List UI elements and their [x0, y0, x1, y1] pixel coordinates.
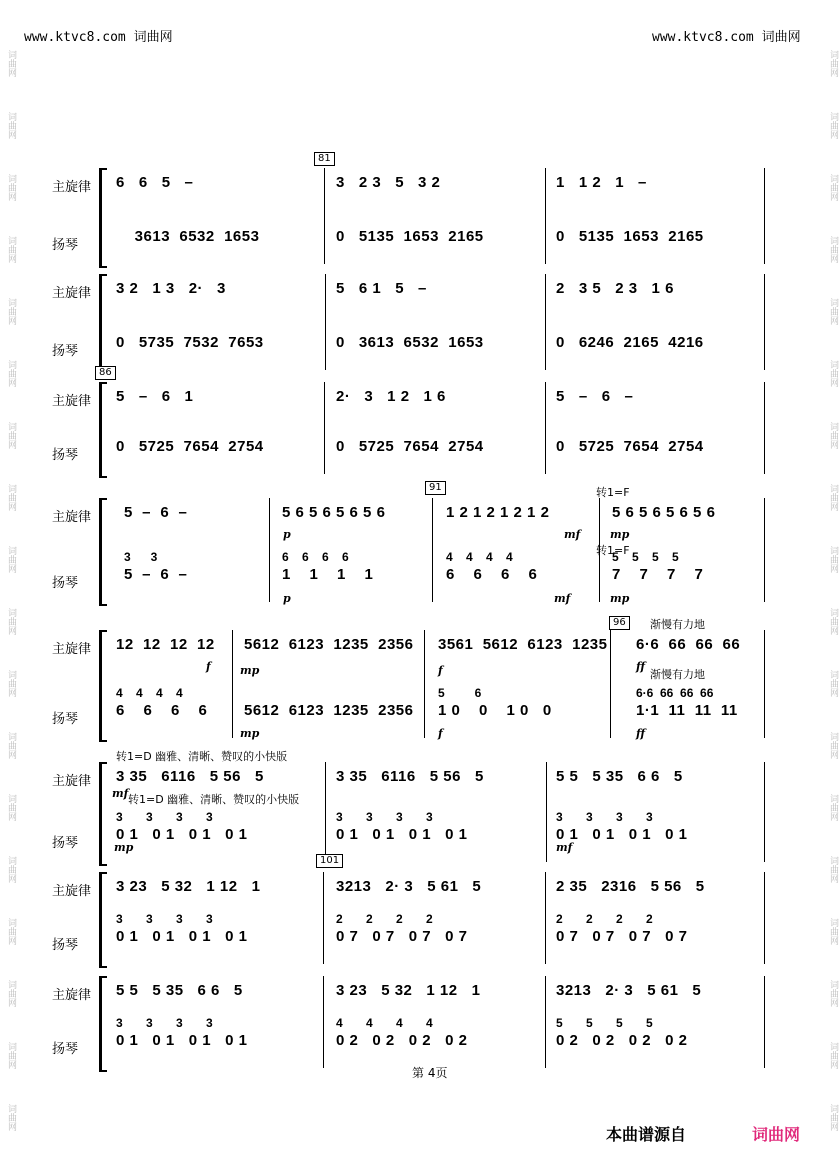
barline: [545, 976, 546, 1068]
barline: [545, 872, 546, 964]
melody-notes: 1 1 2 1 –: [556, 174, 647, 191]
yangqin-chord-notes: 3 3 3 3: [336, 810, 433, 824]
source-label: 本曲谱源自: [606, 1125, 687, 1144]
melody-notes: 5612 6123 1235 2356: [244, 636, 414, 653]
site-url-right[interactable]: www.ktvc8.com: [652, 30, 754, 45]
melody-notes: 5 6 1 5 –: [336, 280, 427, 297]
tempo-marking-melody: 渐慢有力地: [650, 618, 705, 631]
measure-number-96: 96: [609, 616, 630, 630]
barline: [324, 382, 325, 474]
melody-notes: 5 5 5 35 6 6 5: [556, 768, 683, 785]
barline: [324, 168, 325, 264]
system-brace: [99, 762, 107, 866]
barline: [545, 274, 546, 370]
watermark-text: 词曲网: [828, 794, 838, 821]
system-brace: [99, 274, 107, 374]
melody-notes: 6·6 66 66 66: [636, 636, 741, 653]
barline: [545, 382, 546, 474]
yangqin-chord-notes: 5 5 5 5: [612, 550, 679, 564]
yangqin-chord-notes: 4 4 4 4: [336, 1016, 433, 1030]
yangqin-chord-notes: 4 4 4 4: [116, 686, 183, 700]
barline: [323, 976, 324, 1068]
watermark-text: 词曲网: [6, 732, 16, 759]
dynamic-ff-melody: ff: [636, 660, 646, 673]
dynamic-mf-melody-2: mf: [112, 787, 129, 800]
watermark-text: 词曲网: [828, 856, 838, 883]
dynamic-ff-yangqin: ff: [636, 727, 646, 740]
melody-notes: 5 – 6 –: [124, 504, 188, 521]
melody-notes: 2 35 2316 5 56 5: [556, 878, 705, 895]
yangqin-chord-notes: 5 5 5 5: [556, 1016, 653, 1030]
yangqin-notes: 0 5725 7654 2754: [116, 438, 264, 455]
part-label-yangqin: 扬琴: [52, 238, 79, 253]
dynamic-mp-melody: mp: [610, 528, 630, 541]
yangqin-notes: 5 – 6 –: [124, 566, 188, 583]
part-label-melody: 主旋律: [52, 884, 92, 899]
barline: [764, 762, 765, 862]
part-label-melody: 主旋律: [52, 180, 92, 195]
dynamic-p-melody: p: [283, 528, 291, 541]
brand-logo-text[interactable]: 词曲网: [752, 1125, 801, 1144]
watermark-text: 词曲网: [828, 732, 838, 759]
yangqin-chord-notes: 3 3 3 3: [116, 1016, 213, 1030]
melody-notes: 1 2 1 2 1 2 1 2: [446, 504, 550, 521]
watermark-text: 词曲网: [6, 174, 16, 201]
page-number: 第 4页: [412, 1066, 448, 1080]
yangqin-chord-notes: 3 3: [124, 550, 158, 564]
watermark-text: 词曲网: [6, 546, 16, 573]
system-brace: [99, 168, 107, 268]
yangqin-notes: 1 0 0 1 0 0: [438, 702, 552, 719]
system-brace: [99, 630, 107, 742]
barline: [546, 762, 547, 862]
watermark-text: 词曲网: [6, 856, 16, 883]
watermark-text: 词曲网: [6, 670, 16, 697]
system-brace: [99, 498, 107, 606]
melody-notes: 2 3 5 2 3 1 6: [556, 280, 674, 297]
melody-notes: 3 23 5 32 1 12 1: [116, 878, 261, 895]
measure-number-81: 81: [314, 152, 335, 166]
tempo-marking-yangqin: 渐慢有力地: [650, 668, 705, 681]
yangqin-chord-notes: 3 3 3 3: [116, 912, 213, 926]
watermark-text: 词曲网: [828, 546, 838, 573]
header-right: [652, 26, 801, 45]
melody-notes: 12 12 12 12: [116, 636, 215, 653]
part-label-yangqin: 扬琴: [52, 448, 79, 463]
melody-notes: 6 6 5 –: [116, 174, 194, 191]
site-name-right: 词曲网: [761, 30, 801, 45]
watermark-text: 词曲网: [6, 608, 16, 635]
watermark-text: 词曲网: [6, 112, 16, 139]
dynamic-mp-yangqin-3: mp: [114, 841, 134, 854]
watermark-text: 词曲网: [828, 174, 838, 201]
melody-notes: 3 35 6116 5 56 5: [116, 768, 264, 785]
barline: [432, 498, 433, 602]
barline: [232, 630, 233, 738]
barline: [325, 274, 326, 370]
barline: [764, 630, 765, 738]
watermark-text: 词曲网: [828, 422, 838, 449]
barline: [764, 168, 765, 264]
watermark-text: 词曲网: [828, 236, 838, 263]
site-url-left[interactable]: www.ktvc8.com: [24, 30, 126, 45]
part-label-yangqin: 扬琴: [52, 938, 79, 953]
watermark-text: 词曲网: [828, 484, 838, 511]
yangqin-notes: 0 2 0 2 0 2 0 2: [336, 1032, 468, 1049]
dynamic-p-yangqin: p: [283, 592, 291, 605]
melody-notes: 5 6 5 6 5 6 5 6: [282, 504, 386, 521]
part-label-yangqin: 扬琴: [52, 836, 79, 851]
melody-notes: 5 – 6 1: [116, 388, 194, 405]
watermark-text: 词曲网: [828, 298, 838, 325]
dynamic-mp-melody-2: mp: [240, 664, 260, 677]
melody-notes: 5 6 5 6 5 6 5 6: [612, 504, 716, 521]
watermark-text: 词曲网: [828, 918, 838, 945]
barline: [764, 872, 765, 964]
watermark-text: 词曲网: [6, 422, 16, 449]
part-label-melody: 主旋律: [52, 510, 92, 525]
part-label-yangqin: 扬琴: [52, 712, 79, 727]
key-change-f-melody: 转1=F: [596, 486, 630, 499]
dynamic-mp-yangqin-2: mp: [240, 727, 260, 740]
measure-number-86: 86: [95, 366, 116, 380]
melody-notes: 3561 5612 6123 1235: [438, 636, 608, 653]
yangqin-notes: 0 3613 6532 1653: [336, 334, 484, 351]
dynamic-mf-melody: mf: [564, 528, 581, 541]
melody-notes: 5 5 5 35 6 6 5: [116, 982, 243, 999]
watermark-text: 词曲网: [828, 112, 838, 139]
barline: [764, 976, 765, 1068]
watermark-text: 词曲网: [6, 50, 16, 77]
watermark-text: 词曲网: [6, 1104, 16, 1131]
melody-notes: 3 2 3 5 3 2: [336, 174, 441, 191]
watermark-text: 词曲网: [6, 918, 16, 945]
yangqin-notes: 0 7 0 7 0 7 0 7: [336, 928, 468, 945]
barline: [764, 382, 765, 474]
yangqin-notes: 0 5135 1653 2165: [336, 228, 484, 245]
dynamic-mf-yangqin-2: mf: [556, 841, 573, 854]
measure-number-101: 101: [316, 854, 343, 868]
dynamic-f-melody-1: f: [206, 660, 211, 673]
part-label-melody: 主旋律: [52, 394, 92, 409]
barline: [764, 498, 765, 602]
part-label-yangqin: 扬琴: [52, 1042, 79, 1057]
part-label-melody: 主旋律: [52, 286, 92, 301]
yangqin-notes: 0 1 0 1 0 1 0 1: [336, 826, 468, 843]
yangqin-chord-notes: 6 6 6 6: [282, 550, 349, 564]
part-label-yangqin: 扬琴: [52, 576, 79, 591]
yangqin-chord-notes: 2 2 2 2: [556, 912, 653, 926]
dynamic-mp-yangqin: mp: [610, 592, 630, 605]
barline: [424, 630, 425, 738]
part-label-melody: 主旋律: [52, 774, 92, 789]
yangqin-chord-notes: 3 3 3 3: [116, 810, 213, 824]
watermark-text: 词曲网: [828, 1104, 838, 1131]
melody-notes: 3213 2· 3 5 61 5: [556, 982, 702, 999]
watermark-text: 词曲网: [6, 360, 16, 387]
key-change-f-yangqin: 转1=F: [596, 544, 630, 557]
site-name-left: 词曲网: [133, 30, 173, 45]
key-change-d-yangqin: 转1=D 幽雅、清晰、赞叹的小快版: [128, 793, 300, 806]
system-brace: [99, 382, 107, 478]
system-brace: [99, 872, 107, 968]
watermark-text: 词曲网: [6, 484, 16, 511]
watermark-text: 词曲网: [828, 1042, 838, 1069]
yangqin-notes: 0 7 0 7 0 7 0 7: [556, 928, 688, 945]
yangqin-notes: 0 1 0 1 0 1 0 1: [556, 826, 688, 843]
watermark-text: 词曲网: [6, 794, 16, 821]
barline: [269, 498, 270, 602]
key-change-d-melody: 转1=D 幽雅、清晰、赞叹的小快版: [116, 750, 288, 763]
yangqin-notes: 7 7 7 7: [612, 566, 704, 583]
yangqin-notes: 1·1 11 11 11: [636, 702, 738, 719]
yangqin-notes: 0 1 0 1 0 1 0 1: [116, 1032, 248, 1049]
yangqin-notes: 6 6 6 6: [446, 566, 538, 583]
melody-notes: 3 2 1 3 2· 3: [116, 280, 226, 297]
dynamic-f-melody-2: f: [438, 664, 443, 677]
yangqin-notes: 3613 6532 1653: [116, 228, 260, 245]
yangqin-notes: 0 6246 2165 4216: [556, 334, 704, 351]
yangqin-notes: 0 5725 7654 2754: [556, 438, 704, 455]
yangqin-notes: 0 2 0 2 0 2 0 2: [556, 1032, 688, 1049]
system-brace: [99, 976, 107, 1072]
watermark-text: 词曲网: [828, 980, 838, 1007]
watermark-text: 词曲网: [828, 50, 838, 77]
barline: [545, 168, 546, 264]
melody-notes: 3213 2· 3 5 61 5: [336, 878, 482, 895]
melody-notes: 2· 3 1 2 1 6: [336, 388, 446, 405]
barline: [610, 630, 611, 738]
watermark-text: 词曲网: [6, 1042, 16, 1069]
part-label-yangqin: 扬琴: [52, 344, 79, 359]
part-label-melody: 主旋律: [52, 642, 92, 657]
melody-notes: 5 – 6 –: [556, 388, 634, 405]
yangqin-chord-notes: 4 4 4 4: [446, 550, 513, 564]
yangqin-notes: 0 5735 7532 7653: [116, 334, 264, 351]
watermark-text: 词曲网: [6, 236, 16, 263]
barline: [323, 872, 324, 964]
yangqin-notes: 6 6 6 6: [116, 702, 208, 719]
watermark-text: 词曲网: [6, 298, 16, 325]
dynamic-mf-yangqin: mf: [554, 592, 571, 605]
barline: [325, 762, 326, 862]
yangqin-notes: 5612 6123 1235 2356: [244, 702, 414, 719]
yangqin-chord-notes: 5 6: [438, 686, 482, 700]
yangqin-notes: 0 1 0 1 0 1 0 1: [116, 928, 248, 945]
watermark-text: 词曲网: [828, 360, 838, 387]
watermark-text: 词曲网: [6, 980, 16, 1007]
yangqin-chord-notes: 6·6 66 66 66: [636, 686, 714, 700]
barline: [764, 274, 765, 370]
watermark-text: 词曲网: [828, 608, 838, 635]
yangqin-chord-notes: 2 2 2 2: [336, 912, 433, 926]
header-left: [24, 26, 173, 45]
yangqin-notes: 0 5725 7654 2754: [336, 438, 484, 455]
melody-notes: 3 35 6116 5 56 5: [336, 768, 484, 785]
yangqin-notes: 1 1 1 1: [282, 566, 374, 583]
yangqin-chord-notes: 3 3 3 3: [556, 810, 653, 824]
melody-notes: 3 23 5 32 1 12 1: [336, 982, 481, 999]
yangqin-notes: 0 5135 1653 2165: [556, 228, 704, 245]
watermark-text: 词曲网: [828, 670, 838, 697]
measure-number-91: 91: [425, 481, 446, 495]
dynamic-f-yangqin: f: [438, 727, 443, 740]
part-label-melody: 主旋律: [52, 988, 92, 1003]
yangqin-notes: 0 1 0 1 0 1 0 1: [116, 826, 248, 843]
